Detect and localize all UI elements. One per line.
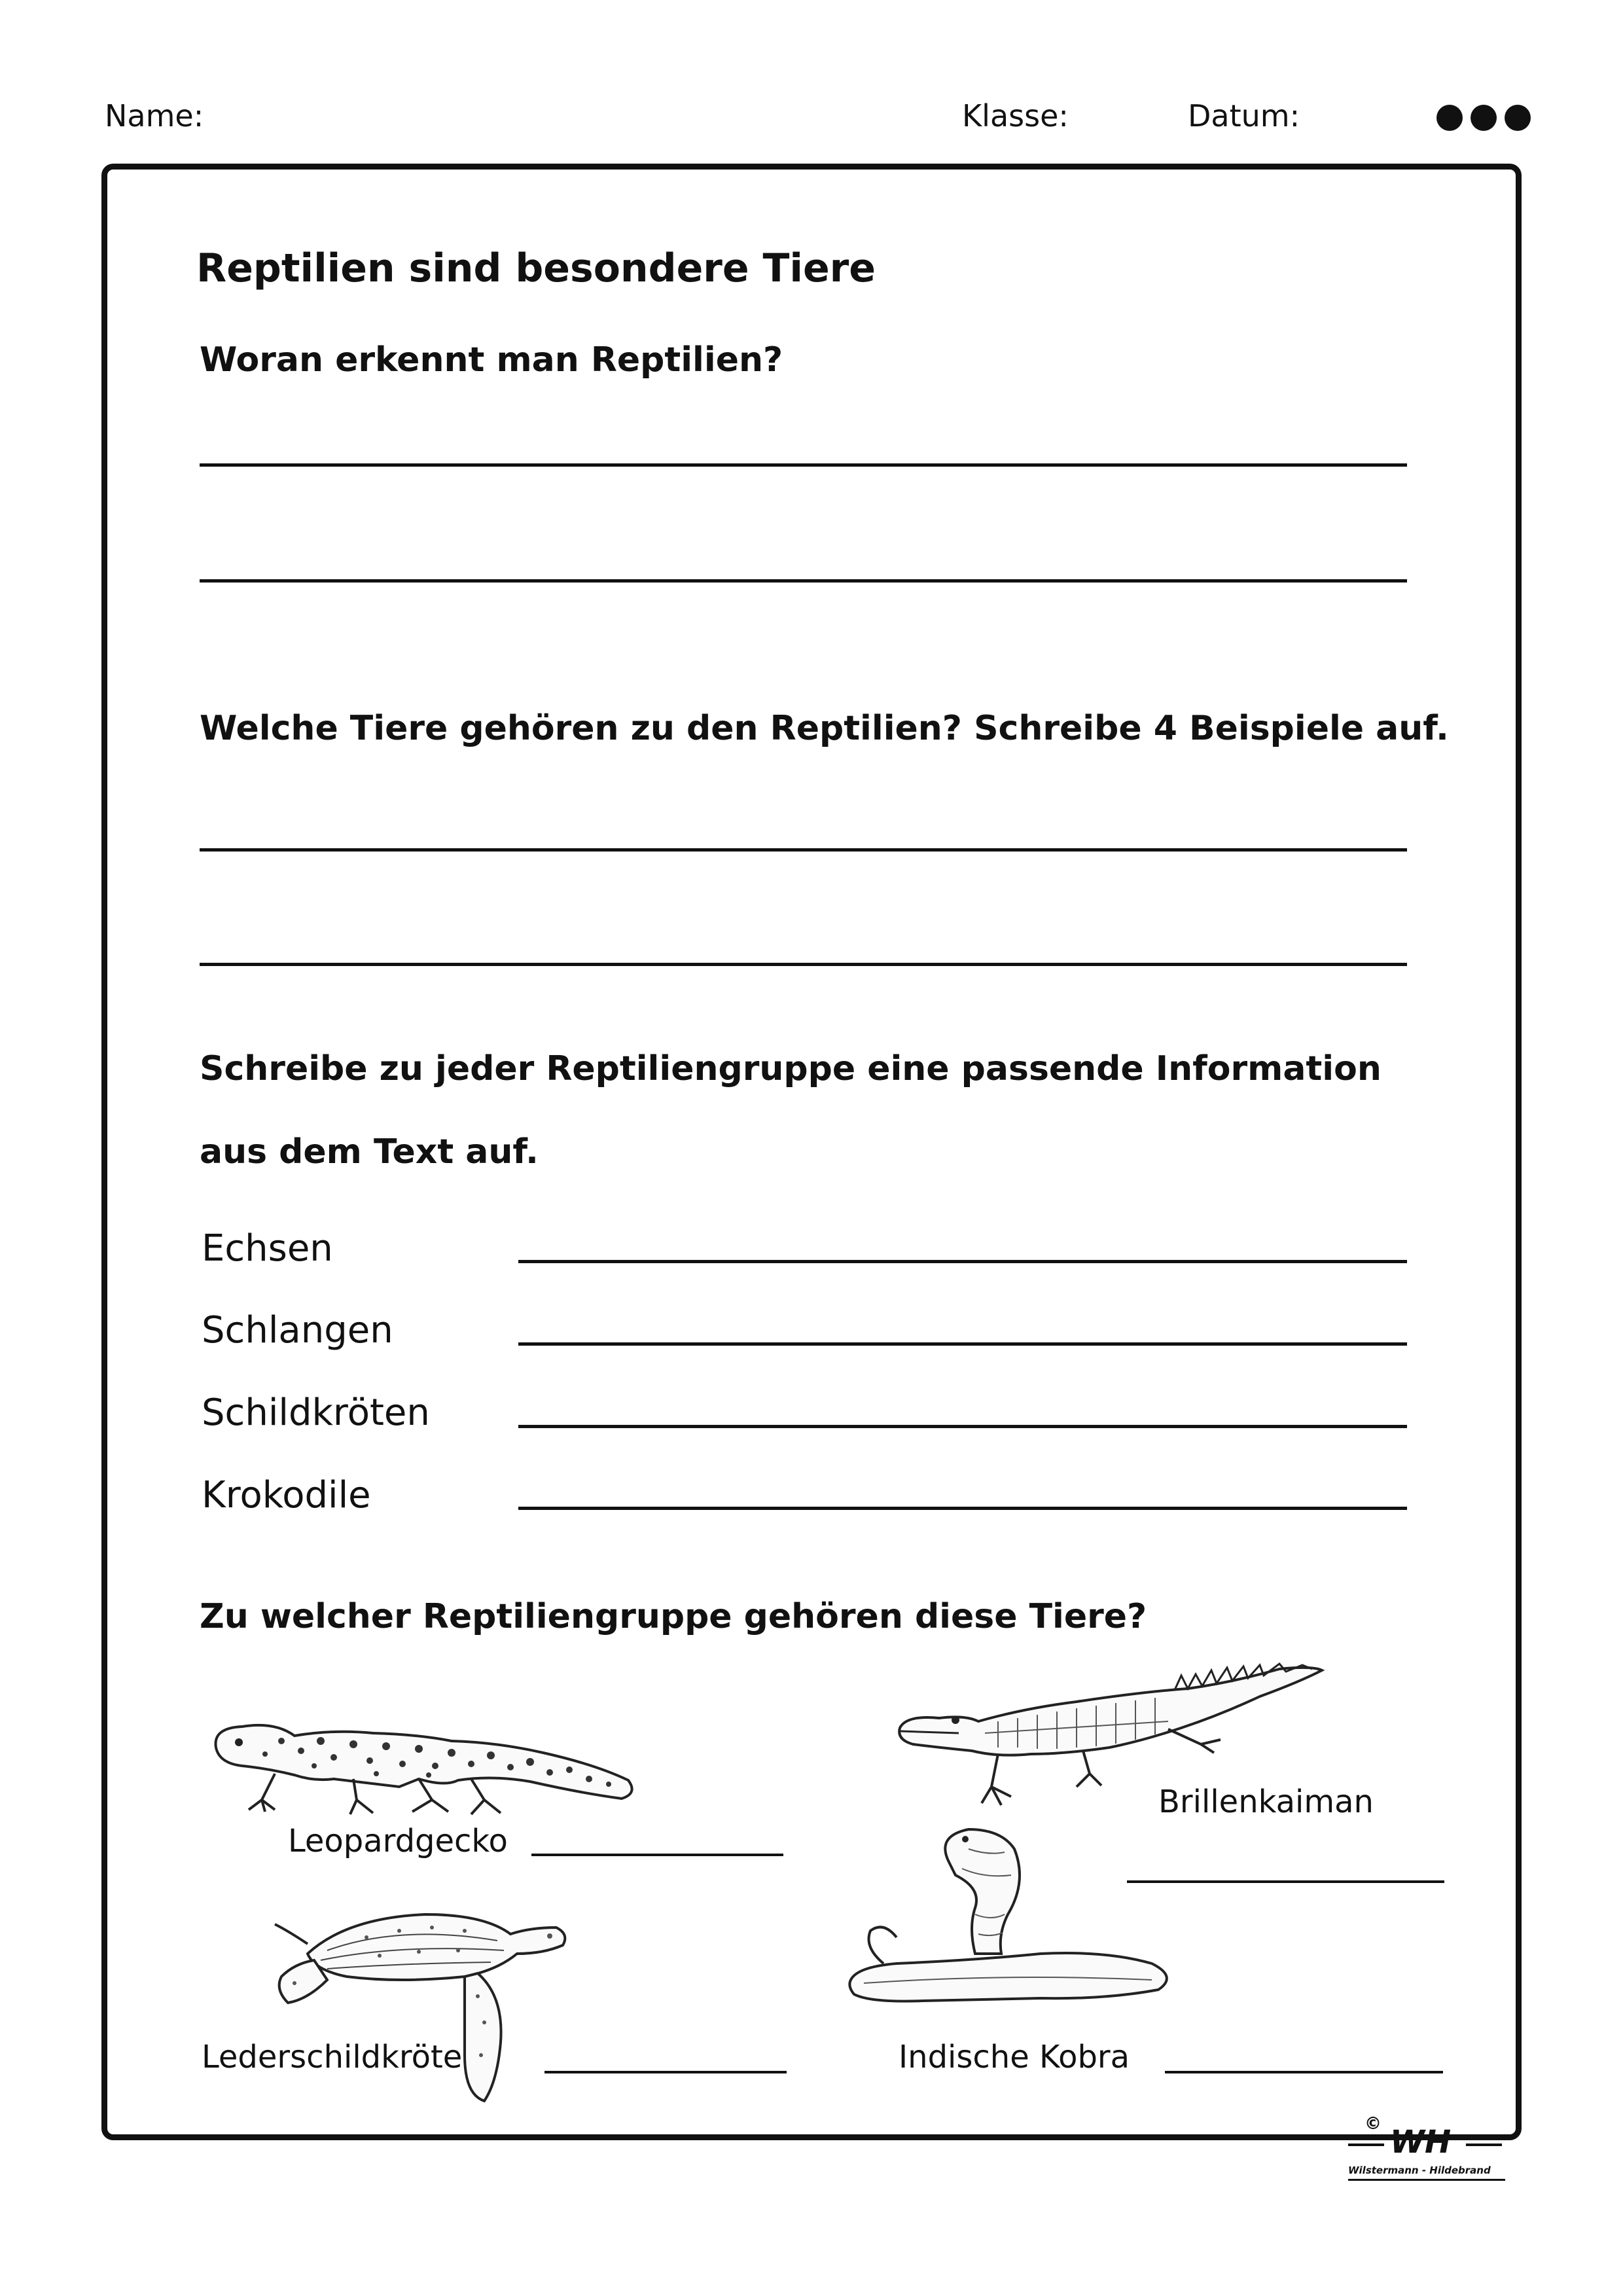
difficulty-dot [1505, 105, 1531, 131]
answer-line[interactable] [531, 1854, 783, 1856]
question-3-line-1: Schreibe zu jeder Reptiliengruppe eine passende Information [200, 1049, 1382, 1088]
date-label: Datum: [1188, 98, 1300, 134]
difficulty-dot [1471, 105, 1497, 131]
answer-line[interactable] [200, 848, 1407, 852]
group-label-echsen: Echsen [202, 1227, 333, 1270]
group-label-schildkroeten: Schildkröten [202, 1391, 430, 1434]
answer-line[interactable] [518, 1507, 1407, 1510]
animal-label-indische-kobra: Indische Kobra [899, 2039, 1130, 2075]
copyright-symbol: © [1364, 2114, 1382, 2134]
answer-line[interactable] [200, 463, 1407, 467]
answer-line[interactable] [200, 963, 1407, 966]
answer-line[interactable] [518, 1342, 1407, 1346]
logo-names: Wilstermann - Hildebrand [1348, 2164, 1491, 2176]
difficulty-dot [1436, 105, 1463, 131]
answer-line[interactable] [518, 1425, 1407, 1428]
answer-line[interactable] [1165, 2071, 1443, 2073]
worksheet-title: Reptilien sind besondere Tiere [196, 245, 876, 291]
answer-line[interactable] [518, 1260, 1407, 1263]
question-1: Woran erkennt man Reptilien? [200, 340, 783, 380]
animal-label-brillenkaiman: Brillenkaiman [1158, 1784, 1374, 1820]
question-3-line-2: aus dem Text auf. [200, 1132, 539, 1172]
answer-line[interactable] [544, 2071, 787, 2073]
difficulty-dots [1436, 105, 1531, 131]
gecko-illustration [203, 1702, 648, 1820]
question-2: Welche Tiere gehören zu den Reptilien? Schreibe 4 Beispiele auf. [200, 709, 1449, 748]
publisher-logo [1348, 2111, 1518, 2222]
animal-label-leopardgecko: Leopardgecko [288, 1823, 508, 1859]
question-4: Zu welcher Reptiliengruppe gehören diese Tiere? [200, 1597, 1147, 1636]
turtle-illustration [268, 1898, 576, 2108]
logo-initials: WH [1390, 2124, 1452, 2161]
logo-rule-left [1348, 2144, 1384, 2146]
logo-underline [1348, 2179, 1505, 2181]
answer-line[interactable] [200, 579, 1407, 583]
group-label-krokodile: Krokodile [202, 1474, 371, 1516]
class-label: Klasse: [962, 98, 1069, 134]
logo-rule-right [1466, 2144, 1502, 2146]
animal-label-lederschildkroete: Lederschildkröte [202, 2039, 463, 2075]
group-label-schlangen: Schlangen [202, 1309, 393, 1352]
name-label: Name: [105, 98, 204, 134]
cobra-illustration [844, 1823, 1185, 2019]
